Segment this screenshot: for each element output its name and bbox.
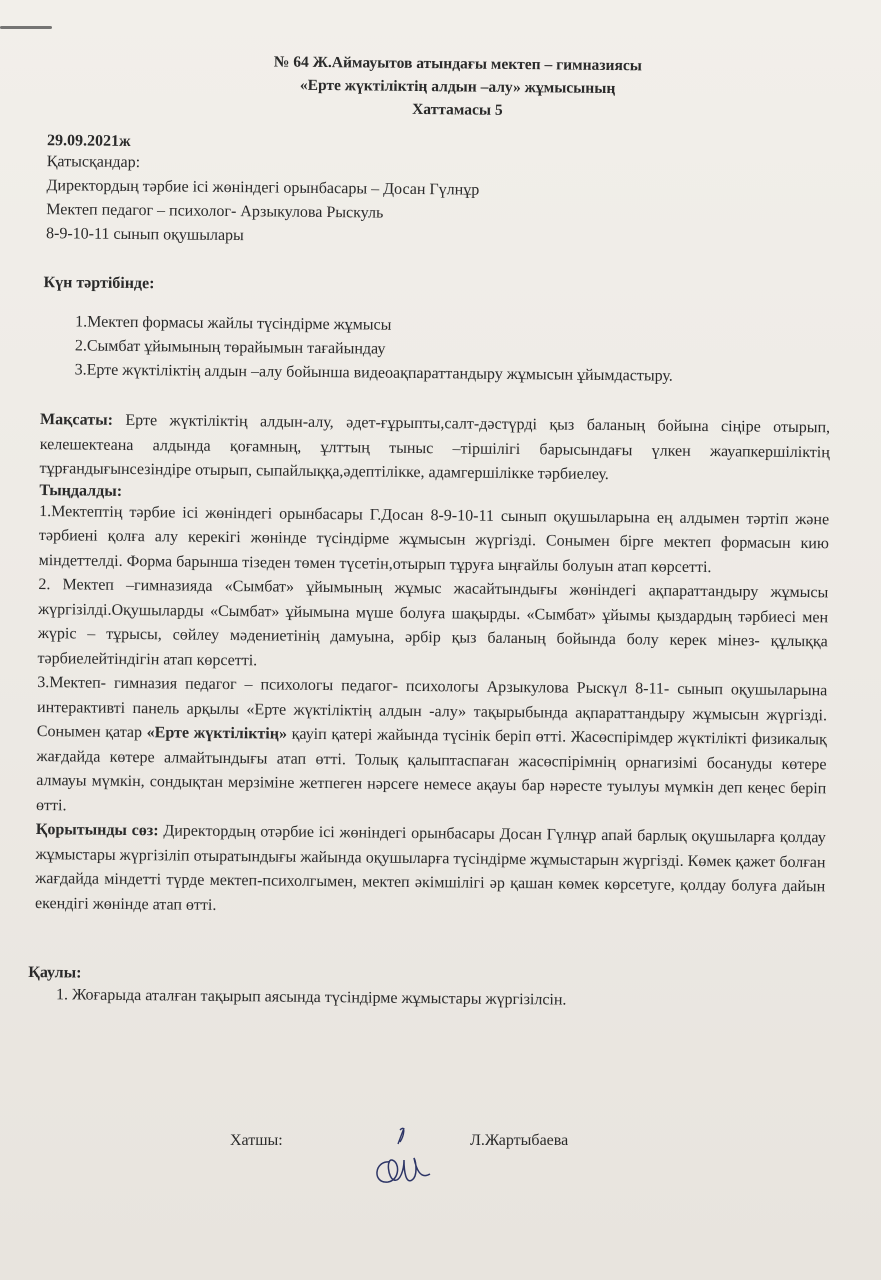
work-title: «Ерте жүктіліктің алдын –алу» жұмысының (299, 76, 616, 98)
agenda-label: Күн тәртібінде: (43, 274, 155, 293)
document-content (28, 48, 838, 1012)
conclusion-paragraph (35, 818, 826, 924)
protocol-number: Хаттамасы 5 (412, 100, 503, 119)
scan-mark (0, 26, 52, 29)
handwritten-signature (360, 1122, 450, 1192)
conclusion-label: Қорытынды сөз: (35, 821, 159, 840)
participants-label: Қатысқандар: (46, 153, 141, 172)
decisions-label: Қаулы: (28, 963, 82, 982)
heard-label: Тыңдалды: (39, 481, 123, 500)
heard-p3-bold: «Ерте жүктіліктің» (146, 724, 288, 743)
heard-paragraph-2: 2. Мектеп –гимназияда «Сымбат» ұйымының жұмыс жасайтындығы жөніндегі ақпараттандыру жұмысы жүргізілді.Оқушыларды «Сымбат» ұйымына мүше болуға шақырды. «Сымбат» ұйымы қыздардың тәрбиесі мен жүріс – тұрысы, сөйлеу мәдениетінің дамуына, әрбір қыз баланың бойында болу керек мінез- құлыққа тәрбиелейтіндігін атап көрсетті. (37, 576, 829, 669)
goal-paragraph (39, 408, 830, 490)
goal-text: Ерте жүктіліктің алдын-алу, әдет-ғұрыпты,салт-дәстүрді қыз баланың бойына сіңіре отырып, келешектеана алдында қоғамның, ұлттың тыныс –тіршілігі барысындағы үлкен жауапкершіліктің тұрғандығынсезіндіре отырып, сыпайлыққа,әдептілікке, адамгершілікке тәрбиелеу. (39, 411, 831, 484)
school-name: № 64 Ж.Аймауытов атындағы мектеп – гимназиясы (273, 53, 642, 75)
agenda-list (35, 310, 836, 390)
participant-item: 8-9-10-11 сынып оқушылары (45, 225, 244, 245)
signature-block (230, 1132, 568, 1192)
heard-p3-end: қауіп қатері жайында түсінік беріп өтті. Жасөспірімдер жүктілікті физикалық жағдайда көтере алмайтындығы атап өтті. Толық қалыптаспаған жасөспірімнің орнагизімі босануды көтере алмауы мүмкін, сондықтан мерзіміне жетпеген нәрсеге немесе ақауы бар нәресте туылуы мүмкін деп кеңес беріп өтті. (35, 725, 827, 814)
agenda-item: 1.Мектеп формасы жайлы түсіндірме жұмысы (75, 313, 392, 334)
document-header (77, 48, 838, 125)
heard-paragraph-1: 1.Мектептің тәрбие ісі жөніндегі орынбасары Г.Досан 8-9-10-11 сынып оқушыларына ең алдымен тәртіп және тәрбиені қолға алу керекігі жөнінде түсіндірме жұмысын жүргізді. Сонымен бірге мектеп формасын кию міндеттелді. Форма барынша тізеден төмен түсетін,отырып тұруға ыңғайлы болуын атап көрсетті. (38, 502, 830, 576)
secretary-name: Л.Жартыбаева (470, 1132, 569, 1149)
document-date: 29.09.2021ж (46, 132, 131, 150)
agenda-item: 2.Сымбат ұйымының төрайымын тағайындау (74, 337, 386, 358)
agenda-item: 3.Ерте жүктіліктің алдын –алу бойынша видеоақпараттандыру жұмысын ұйымдастыру. (74, 361, 673, 385)
decision-item: 1. Жоғарыда аталған тақырып аясында түсіндірме жұмыстары жүргізілсін. (55, 986, 567, 1009)
participant-item: Директордың тәрбие ісі жөніндегі орынбасары – Досан Гүлнұр (46, 177, 480, 199)
participant-item: Мектеп педагог – психолог- Арзыкулова Рыскуль (46, 201, 384, 222)
goal-label: Мақсаты: (40, 411, 114, 429)
heard-paragraph-3 (36, 671, 827, 826)
conclusion-text: Директордың отәрбие ісі жөніндегі орынбасары Досан Гүлнұр апай барлық оқушыларға қолдау жұмыстары жүргізіліп отыратындығы жайында оқушыларға түсіндірме жұмыстарын жүргізді. Көмек қажет болған жағдайда міндетті түрде мектеп-психолгымен, мектеп әкімшілігі әр қашан көмек көрсетуге, қолдау болуға дайын екендігі жөнінде атап өтті. (34, 822, 826, 914)
heard-p3-start: 3.Мектеп- гимназия педагог – психологы педагог- психологы Арзыкулова Рыскүл 8-11- сынып оқушыларына интерактивті панель арқылы «Ерте жүктіліктің алдын -алу» тақырыбында ақпараттандыру жұмысын жүргізді. Сонымен қатар (36, 674, 828, 742)
secretary-label: Хатшы: (230, 1132, 283, 1149)
